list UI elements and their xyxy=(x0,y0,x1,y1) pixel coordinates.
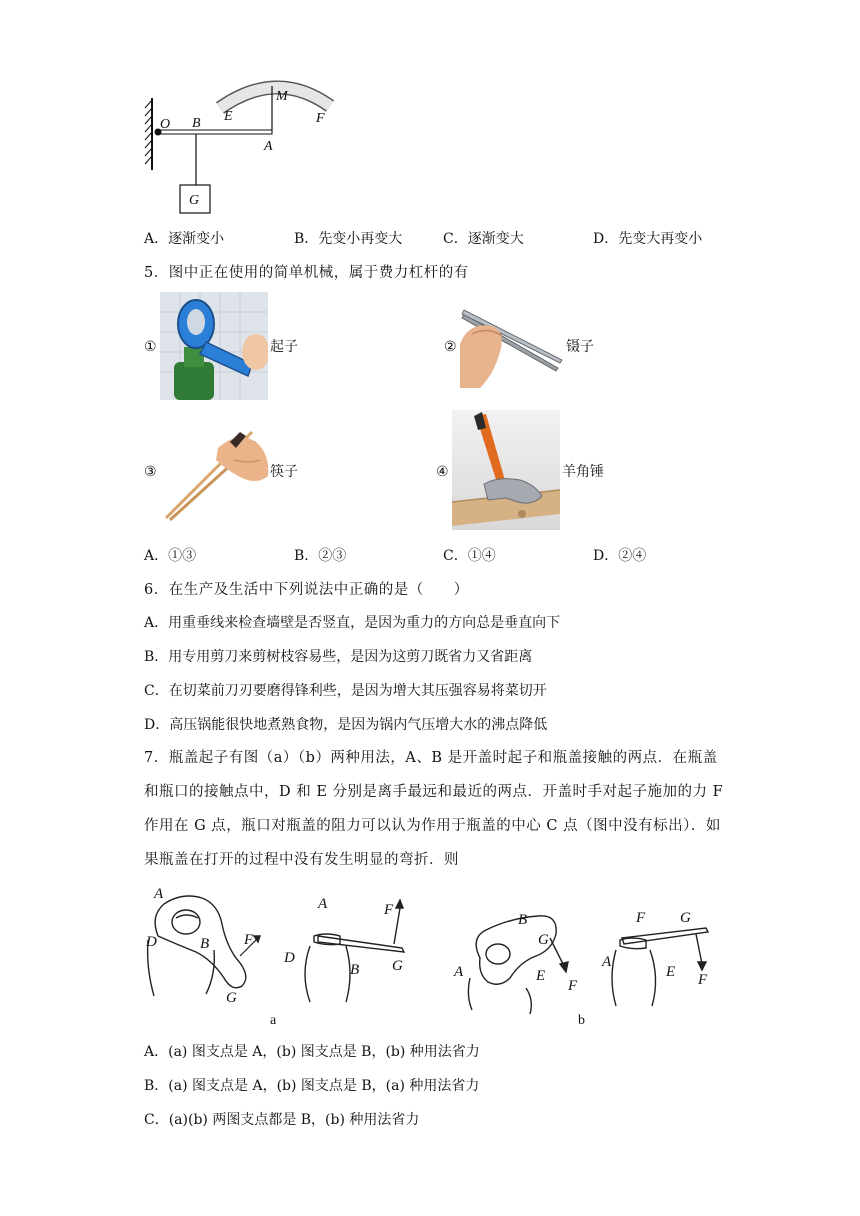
fig-a2-label-B: B xyxy=(350,962,360,978)
q4-option-d: D．先变大再变小 xyxy=(593,231,703,247)
q5-item2-num: ② xyxy=(444,339,457,355)
q7-stem-line4: 果瓶盖在打开的过程中没有发生明显的弯折．则 xyxy=(144,852,459,868)
label-B: B xyxy=(192,116,201,131)
fig-b1-label-F: F xyxy=(568,978,578,994)
q4-option-c: C．逐渐变大 xyxy=(443,231,524,247)
q7-option-a: A．(a) 图支点是 A，(b) 图支点是 B，(b) 种用法省力 xyxy=(144,1044,480,1060)
fig-b2-label-E: E xyxy=(666,964,676,980)
fig-b2-label-F2: F xyxy=(698,972,708,988)
q5-item4-label: 羊角锤 xyxy=(562,464,604,480)
q4-option-b: B．先变小再变大 xyxy=(294,231,403,247)
bottle-opener-figure xyxy=(140,878,740,1028)
q6-option-a: A．用重垂线来检查墙壁是否竖直，是因为重力的方向总是垂直向下 xyxy=(144,615,561,631)
q5-item1-num: ① xyxy=(144,339,157,355)
fig-a2-label-D: D xyxy=(284,950,295,966)
fig-caption-b: b xyxy=(578,1013,585,1028)
fig-caption-a: a xyxy=(270,1013,277,1028)
fig-a1-label-F: F xyxy=(244,932,254,948)
q6-stem: 6．在生产及生活中下列说法中正确的是（ ） xyxy=(144,582,469,598)
q4-option-a: A．逐渐变小 xyxy=(144,231,225,247)
label-A: A xyxy=(264,139,273,154)
label-M: M xyxy=(276,89,288,104)
label-G: G xyxy=(189,193,200,208)
q6-option-c: C．在切菜前刀刃要磨得锋利些，是因为增大其压强容易将菜切开 xyxy=(144,683,547,699)
chopsticks-photo xyxy=(160,420,270,522)
q5-option-d: D．②④ xyxy=(593,548,647,564)
q7-option-b: B．(a) 图支点是 A，(b) 图支点是 B，(a) 种用法省力 xyxy=(144,1078,480,1094)
q5-item2-label: 镊子 xyxy=(566,339,594,355)
fig-a1-label-G: G xyxy=(226,990,237,1006)
q5-item4-num: ④ xyxy=(436,464,449,480)
fig-b2-label-G: G xyxy=(680,910,691,926)
q6-option-d: D．高压锅能很快地煮熟食物，是因为锅内气压增大水的沸点降低 xyxy=(144,717,548,733)
fig-a2-label-G: G xyxy=(392,958,403,974)
fig-b1-label-G: G xyxy=(538,932,549,948)
fig-b1-label-B: B xyxy=(518,912,528,928)
q5-item3-num: ③ xyxy=(144,464,157,480)
q5-option-c: C．①④ xyxy=(443,548,496,564)
q5-option-b: B．②③ xyxy=(294,548,347,564)
fig-b1-label-E: E xyxy=(536,968,546,984)
q5-stem: 5．图中正在使用的简单机械，属于费力杠杆的有 xyxy=(144,265,469,281)
q5-item3-label: 筷子 xyxy=(270,464,298,480)
tweezers-photo xyxy=(458,304,566,392)
fig-b2-label-A: A xyxy=(602,954,612,970)
claw-hammer-photo xyxy=(452,410,560,530)
fig-a2-label-F: F xyxy=(384,902,394,918)
fig-a1-label-D: D xyxy=(146,934,157,950)
fig-a1-label-B: B xyxy=(200,936,210,952)
q6-option-b: B．用专用剪刀来剪树枝容易些，是因为这剪刀既省力又省距离 xyxy=(144,649,533,665)
q7-stem-line2: 和瓶口的接触点中，D 和 E 分别是离手最远和最近的两点．开盖时手对起子施加的力 F xyxy=(144,784,724,800)
fig-b1-label-A: A xyxy=(454,964,464,980)
label-O: O xyxy=(160,117,171,132)
fig-a1-label-A: A xyxy=(154,886,164,902)
fig-b2-label-F: F xyxy=(636,910,646,926)
q5-option-a: A．①③ xyxy=(144,548,197,564)
fig-a2-label-A: A xyxy=(318,896,328,912)
bottle-opener-photo xyxy=(160,292,268,400)
label-F: F xyxy=(316,111,325,126)
lever-diagram xyxy=(140,70,340,220)
label-E: E xyxy=(224,109,233,124)
q7-stem-line1: 7．瓶盖起子有图（a）（b）两种用法，A、B 是开盖时起子和瓶盖接触的两点．在瓶盖 xyxy=(144,750,718,766)
q5-item1-label: 起子 xyxy=(270,339,298,355)
q7-option-c: C．(a)(b) 两图支点都是 B，(b) 种用法省力 xyxy=(144,1112,420,1128)
q7-stem-line3: 作用在 G 点，瓶口对瓶盖的阻力可以认为作用于瓶盖的中心 C 点（图中没有标出）．如 xyxy=(144,818,721,834)
